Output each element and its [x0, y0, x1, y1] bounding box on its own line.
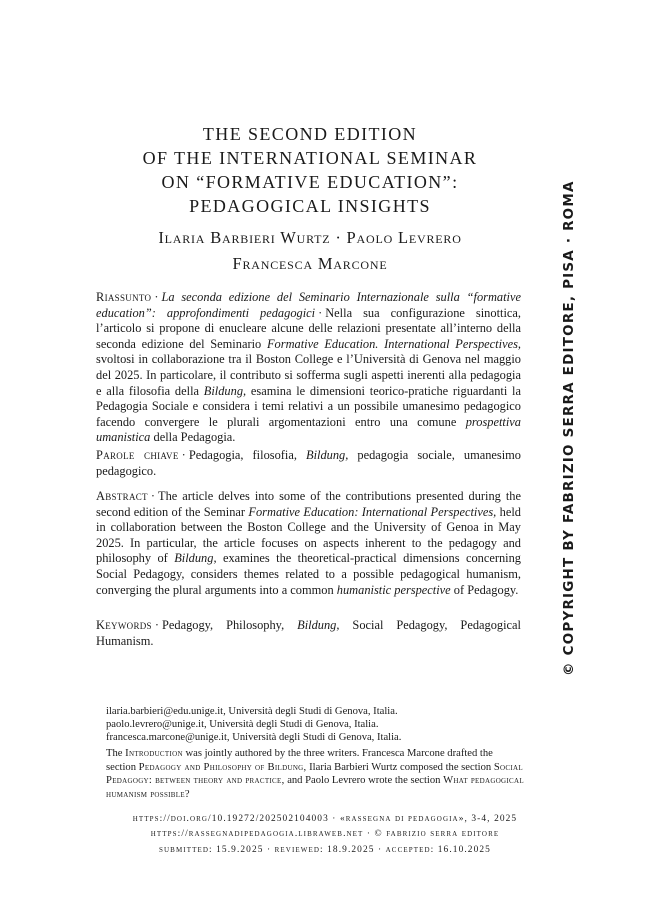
riassunto-label: Riassunto: [96, 290, 152, 304]
author-affiliations: [106, 705, 526, 745]
note-section-name: Pedagogy and Philosophy of Bildung,: [138, 761, 307, 773]
keywords-label: Keywords: [96, 618, 152, 632]
title-line: ON “FORMATIVE EDUCATION”:: [161, 172, 459, 192]
authors: [100, 225, 520, 277]
doi-line: https://doi.org/10.19272/202502104003 · «rassegna di pedagogia», 3-4, 2025: [132, 814, 518, 824]
title-line: THE SECOND EDITION: [202, 124, 418, 144]
separator: ·: [154, 290, 159, 304]
riassunto-italic-seminar: Formative Education. International Perspectives,: [266, 336, 521, 351]
keywords-italic-bildung: Bildung,: [297, 618, 340, 632]
riassunto-italic-prospettiva: prospettiva umanistica: [96, 414, 521, 445]
note-section-name: What pedagogical humanism possible?: [106, 775, 524, 800]
riassunto-italic-bildung: Bildung,: [203, 383, 247, 398]
article-title: [100, 122, 520, 218]
title-line: PEDAGOGICAL INSIGHTS: [189, 196, 431, 216]
copyright-text: © COPYRIGHT BY FABRIZIO SERRA EDITORE, PISA · ROMA: [561, 180, 577, 676]
note-section-name: Social Pedagogy: between theory and practice,: [106, 761, 523, 787]
abstract-italic-bildung: Bildung,: [174, 551, 217, 566]
riassunto-paragraph: [96, 290, 521, 446]
parole-chiave-text: pedagogia sociale, umanesimo pedagogico.: [96, 448, 521, 478]
keywords-text: Pedagogy, Philosophy,: [162, 618, 285, 632]
abstract-italic-humanistic: humanistic perspective: [336, 582, 451, 597]
abstract-text: held in collaboration between the Boston College and the University of Genoa in May 2025. In particular, the article focuses on aspects inherent to the pedagogy and philosophy of: [96, 504, 521, 566]
authors-line: Francesca Marcone: [232, 254, 388, 273]
riassunto-text: svoltosi in collaborazione tra il Boston College e l’Università di Genova nel maggio del 2025. In particolare, il contributo si sofferma sugli aspetti inerenti alla pedagogia e alla filosofia della: [96, 352, 521, 398]
separator: ·: [150, 489, 155, 503]
affiliation-line: paolo.levrero@unige.it, Università degli Studi di Genova, Italia.: [106, 719, 379, 731]
copyright-sidebar: [556, 180, 582, 676]
parole-chiave-text: Pedagogia, filosofia,: [188, 448, 297, 462]
note-text: Ilaria Barbieri Wurtz composed the section: [309, 761, 492, 773]
abstract-text: The article delves into some of the contributions presented during the second edition of the Seminar: [96, 489, 521, 519]
abstract-text: of Pedagogy.: [453, 582, 519, 597]
parole-chiave-paragraph: [96, 448, 521, 479]
abstract-text: examines the theoretical-practical dimensions concerning Social Pedagogy, considers themes related to a possible pedagogical humanism, converging the plural arguments into a common: [96, 551, 522, 597]
publication-footer: [60, 812, 590, 858]
keywords-paragraph: [96, 618, 521, 649]
separator: ·: [318, 305, 323, 320]
affiliation-line: ilaria.barbieri@edu.unige.it, Università degli Studi di Genova, Italia.: [106, 706, 398, 717]
riassunto-text: Nella sua configurazione sinottica, l’articolo si propone di enucleare alcune delle relazioni presentate all’interno della seconda edizione del Seminario: [96, 305, 521, 351]
keywords-text: Social Pedagogy, Pedagogical Humanism.: [96, 618, 521, 648]
affiliation-line: francesca.marcone@unige.it, Università degli Studi di Genova, Italia.: [106, 732, 402, 744]
abstract-label: Abstract: [96, 489, 148, 503]
note-text: was jointly authored by the three writers. Francesca Marcone drafted the section: [106, 748, 493, 773]
title-line: OF THE INTERNATIONAL SEMINAR: [142, 148, 478, 168]
abstract-paragraph: [96, 489, 521, 598]
riassunto-italic-title: La seconda edizione del Seminario Internazionale sulla “formative education”: approfondimenti pedagogici: [96, 290, 521, 320]
authorship-note: [106, 747, 524, 801]
separator: ·: [181, 448, 186, 462]
note-text: The: [106, 748, 123, 759]
dates-line: submitted: 15.9.2025 · reviewed: 18.9.2025 · accepted: 16.10.2025: [159, 844, 491, 855]
abstract-italic-seminar: Formative Education: International Perspectives,: [248, 504, 497, 519]
riassunto-text: esamina le dimensioni teorico-pratiche riguardanti la Pedagogia Sociale e considera i temi relativi a un possibile umanesimo pedagogico facendo convergere le plurali argomentazioni entro una comune: [96, 383, 521, 429]
parole-chiave-label: Parole chiave: [96, 448, 179, 462]
note-section-name: Introduction: [125, 748, 183, 759]
riassunto-text: della Pedagogia.: [153, 430, 236, 445]
note-text: and Paolo Levrero wrote the section: [287, 775, 441, 787]
website-line: https://rassegnadipedagogia.libraweb.net · © fabrizio serra editore: [150, 829, 500, 840]
authors-line: Ilaria Barbieri Wurtz · Paolo Levrero: [158, 228, 462, 247]
parole-chiave-italic-bildung: Bildung,: [306, 448, 349, 462]
separator: ·: [154, 618, 159, 632]
